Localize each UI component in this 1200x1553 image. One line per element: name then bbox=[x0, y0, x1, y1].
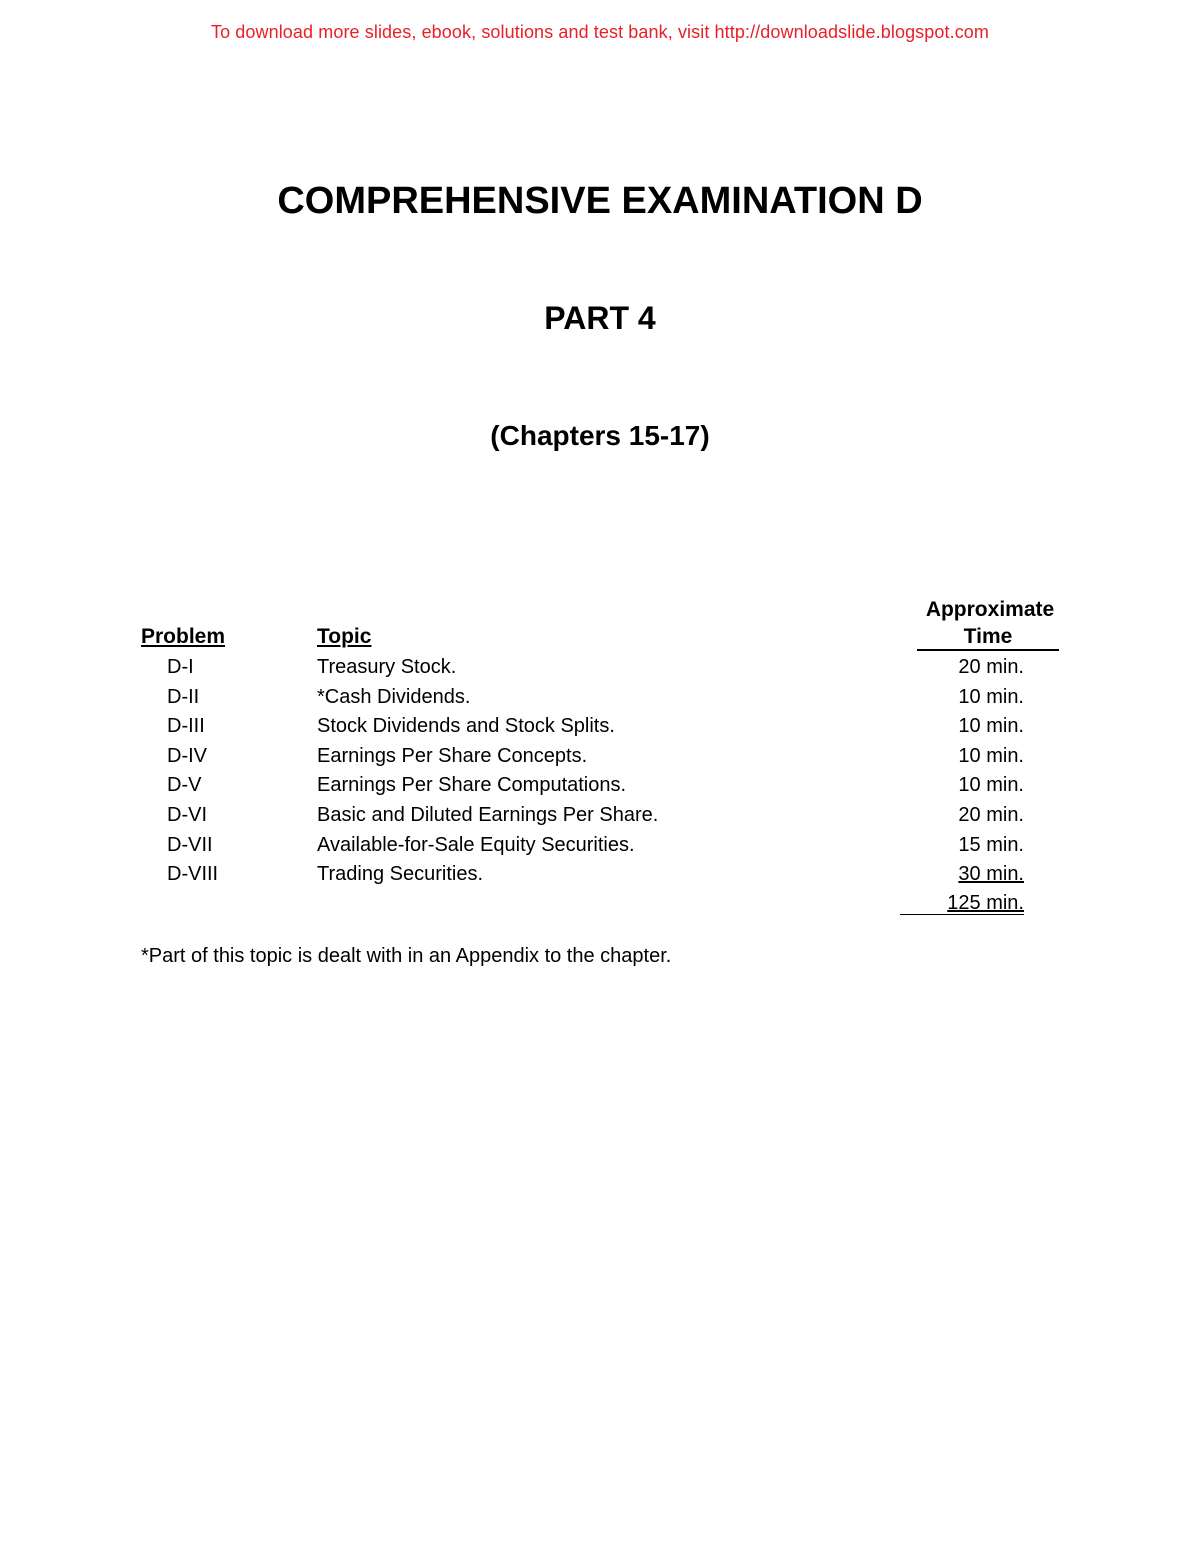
problem-code: D-I bbox=[167, 656, 194, 678]
problem-topic: Treasury Stock. bbox=[317, 656, 457, 678]
table-row bbox=[0, 713, 1200, 743]
header-time: Time bbox=[917, 625, 1059, 651]
table-row bbox=[0, 802, 1200, 832]
problem-topic: Stock Dividends and Stock Splits. bbox=[317, 715, 615, 738]
problem-code: D-VIII bbox=[167, 863, 219, 886]
total-time: 125 min. bbox=[900, 892, 1024, 915]
header-problem: Problem bbox=[141, 625, 226, 648]
problem-code: D-V bbox=[167, 774, 202, 797]
problem-topic: Earnings Per Share Computations. bbox=[317, 774, 627, 797]
footnote: *Part of this topic is dealt with in an Appendix to the chapter. bbox=[141, 945, 672, 967]
problem-code: D-III bbox=[167, 715, 205, 738]
table-row bbox=[0, 684, 1200, 714]
part-heading: PART 4 bbox=[544, 300, 656, 336]
problem-code: D-II bbox=[167, 685, 200, 708]
chapters-subtitle: (Chapters 15-17) bbox=[490, 420, 710, 451]
table-row bbox=[0, 861, 1200, 891]
header-approximate: Approximate bbox=[925, 598, 1055, 621]
problem-code: D-VII bbox=[167, 833, 213, 856]
problem-code: D-VI bbox=[167, 803, 207, 826]
problem-time: 30 min. bbox=[958, 863, 1024, 886]
table-row bbox=[0, 654, 1200, 684]
problem-time: 15 min. bbox=[958, 833, 1024, 856]
problem-time: 10 min. bbox=[958, 774, 1024, 797]
problem-topic: Earnings Per Share Concepts. bbox=[317, 744, 588, 767]
problem-topic: Trading Securities. bbox=[317, 863, 483, 886]
problem-time: 10 min. bbox=[958, 715, 1024, 738]
table-body bbox=[0, 654, 1200, 891]
problem-topic: Basic and Diluted Earnings Per Share. bbox=[317, 803, 659, 826]
problem-time: 10 min. bbox=[958, 685, 1024, 708]
problem-time: 20 min. bbox=[958, 656, 1024, 678]
header-topic: Topic bbox=[317, 625, 372, 648]
table-row bbox=[0, 743, 1200, 773]
problem-time: 10 min. bbox=[958, 744, 1024, 767]
problem-code: D-IV bbox=[167, 744, 207, 767]
page-title: COMPREHENSIVE EXAMINATION D bbox=[277, 180, 923, 222]
problem-topic: Available-for-Sale Equity Securities. bbox=[317, 833, 635, 856]
problem-topic: *Cash Dividends. bbox=[317, 685, 471, 708]
table-row bbox=[0, 772, 1200, 802]
download-banner: To download more slides, ebook, solutions and test bank, visit http://downloadslide.blogspot.com bbox=[210, 22, 990, 42]
table-row bbox=[0, 832, 1200, 862]
problem-time: 20 min. bbox=[958, 803, 1024, 826]
